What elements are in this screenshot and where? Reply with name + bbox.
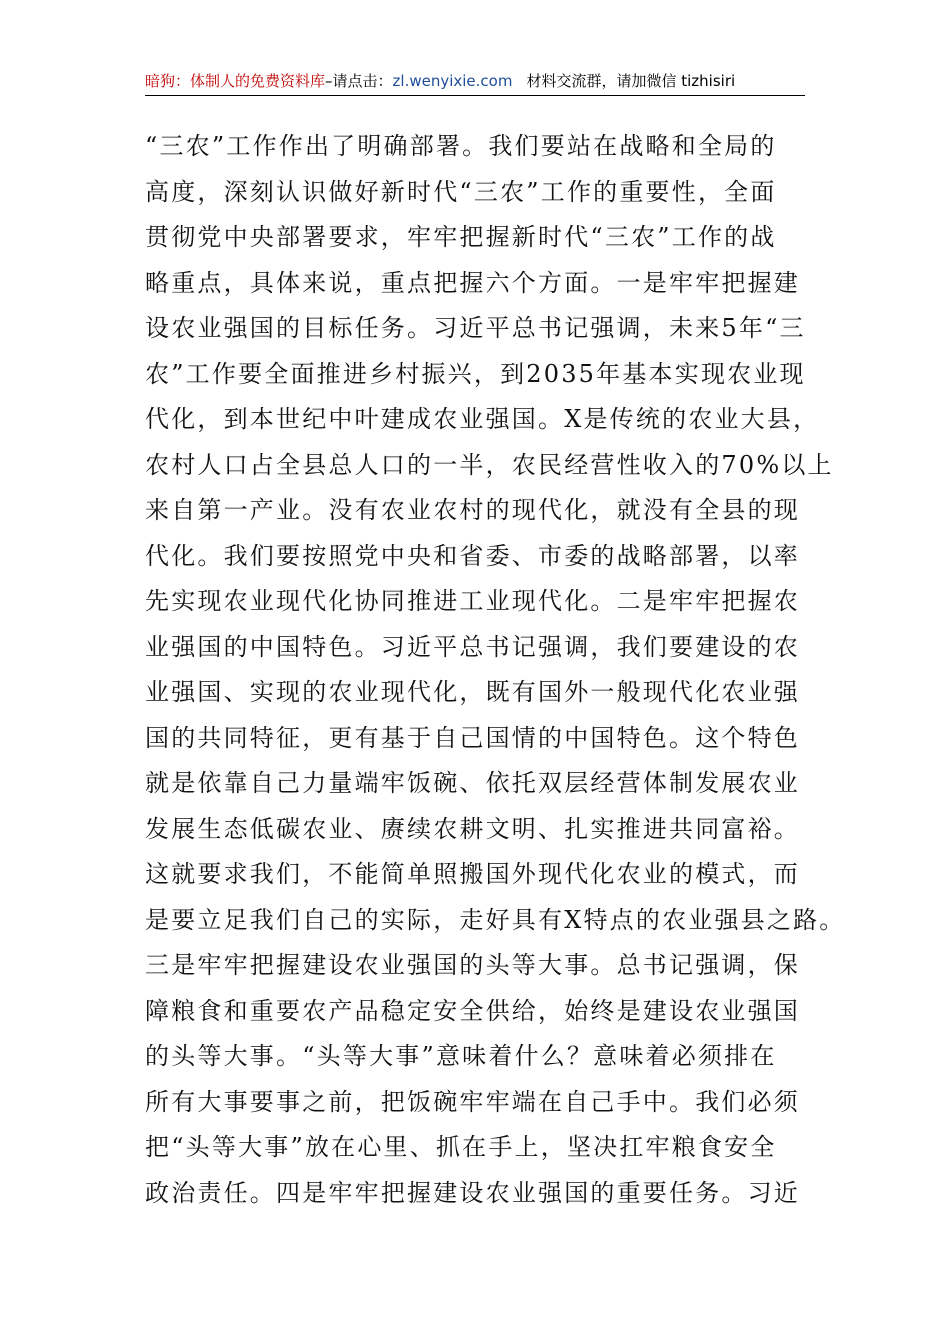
body-line: 国的共同特征，更有基于自己国情的中国特色。这个特色 <box>145 723 800 752</box>
body-line: 发展生态低碳农业、赓续农耕文明、扎实推进共同富裕。 <box>145 814 800 843</box>
site-link[interactable]: zl.wenyixie.com <box>392 72 513 90</box>
body-line: 代化，到本世纪中叶建成农业强国。X是传统的农业大县， <box>145 405 820 433</box>
body-line: 贯彻党中央部署要求，牢牢把握新时代“三农”工作的战 <box>145 223 777 251</box>
wechat-note: 材料交流群，请加微信 tizhisiri <box>526 72 736 90</box>
body-line: 来自第一产业。没有农业农村的现代化，就没有全县的现 <box>145 496 800 524</box>
click-label: –请点击： <box>325 72 393 90</box>
body-line: 设农业强国的目标任务。习近平总书记强调，未来5年“三 <box>145 314 806 342</box>
site-label: 暗狗：体制人的免费资料库 <box>145 72 326 90</box>
body-line: 农村人口占全县总人口的一半，农民经营性收入的70%以上 <box>145 450 834 479</box>
document-body <box>145 124 846 1216</box>
body-line: 三是牢牢把握建设农业强国的头等大事。总书记强调，保 <box>145 951 800 979</box>
body-line: 是要立足我们自己的实际，走好具有X特点的农业强县之路。 <box>145 905 846 934</box>
body-line: 代化。我们要按照党中央和省委、市委的战略部署，以率 <box>145 541 800 570</box>
header-divider <box>145 95 805 96</box>
body-line: 所有大事要事之前，把饭碗牢牢端在自己手中。我们必须 <box>145 1087 800 1116</box>
body-line: 就是依靠自己力量端牢饭碗、依托双层经营体制发展农业 <box>145 769 800 797</box>
body-line: 障粮食和重要农产品稳定安全供给，始终是建设农业强国 <box>145 996 800 1025</box>
body-line: 业强国的中国特色。习近平总书记强调，我们要建设的农 <box>145 632 800 661</box>
body-line: 先实现农业现代化协同推进工业现代化。二是牢牢把握农 <box>145 587 800 615</box>
body-line: 农”工作要全面推进乡村振兴，到2035年基本实现农业现 <box>145 359 806 388</box>
body-line: 政治责任。四是牢牢把握建设农业强国的重要任务。习近 <box>145 1178 800 1207</box>
body-line: 高度，深刻认识做好新时代“三农”工作的重要性，全面 <box>145 177 777 206</box>
body-line: 这就要求我们，不能简单照搬国外现代化农业的模式，而 <box>145 860 800 888</box>
body-line: 业强国、实现的农业现代化，既有国外一般现代化农业强 <box>145 678 800 706</box>
body-line: 略重点，具体来说，重点把握六个方面。一是牢牢把握建 <box>145 268 800 297</box>
body-line: “三农”工作作出了明确部署。我们要站在战略和全局的 <box>145 132 777 160</box>
body-line: 把“头等大事”放在心里、抓在手上，坚决扛牢粮食安全 <box>145 1133 777 1161</box>
body-line: 的头等大事。“头等大事”意味着什么？意味着必须排在 <box>145 1042 777 1070</box>
page-header <box>145 68 805 94</box>
